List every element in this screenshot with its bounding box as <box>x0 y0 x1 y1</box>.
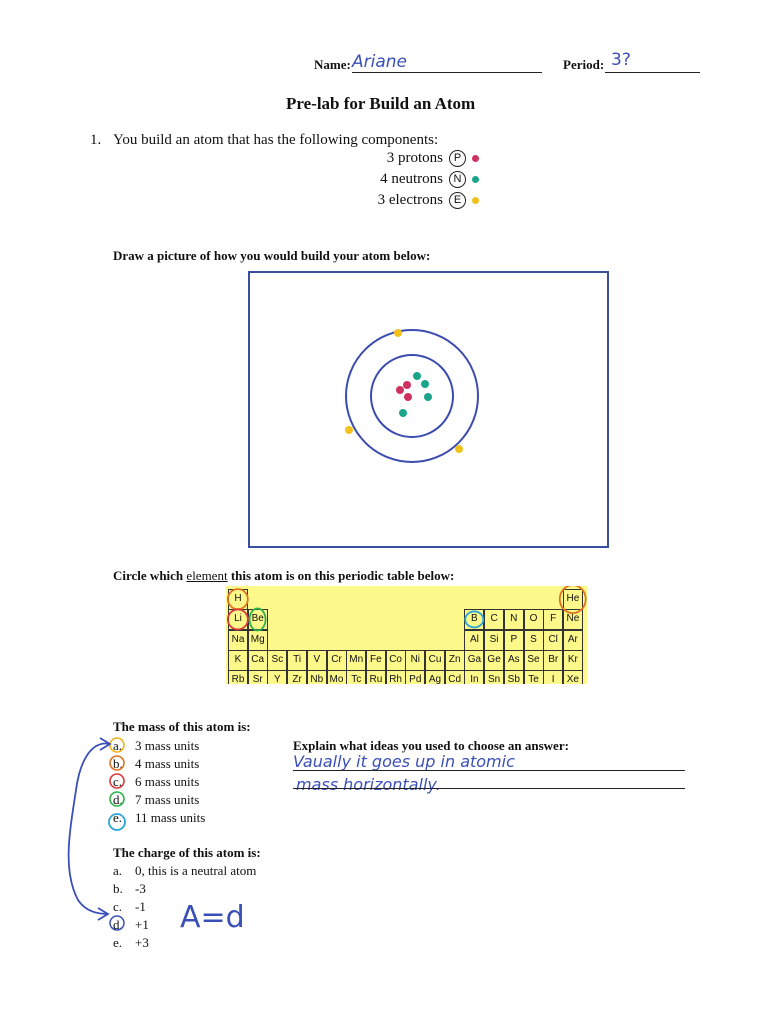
question1-text: You build an atom that has the following components: <box>113 132 439 148</box>
electron-1 <box>394 329 402 337</box>
electrons-label: 3 electrons <box>377 192 443 208</box>
option-text: -1 <box>135 899 146 914</box>
draw-prompt: Draw a picture of how you would build your atom below: <box>113 248 431 263</box>
mark-h-icon <box>228 589 248 609</box>
element-b[interactable]: B <box>464 609 484 630</box>
element-te[interactable]: Te <box>524 670 544 684</box>
element-y[interactable]: Y <box>267 670 287 684</box>
atom-drawing-icon <box>250 273 611 550</box>
element-kr[interactable]: Kr <box>563 650 583 671</box>
neutron-2 <box>421 380 429 388</box>
handwritten-answer: A=d <box>180 900 245 935</box>
option-text: 6 mass units <box>135 774 200 789</box>
element-cr[interactable]: Cr <box>327 650 347 671</box>
element-br[interactable]: Br <box>543 650 563 671</box>
period-handwritten: 3? <box>611 50 631 70</box>
element-sb[interactable]: Sb <box>504 670 524 684</box>
electron-symbol-icon: E <box>449 192 466 209</box>
option-letter: e. <box>113 935 123 950</box>
option-letter: d. <box>113 792 123 807</box>
name-handwritten: Ariane <box>352 52 407 72</box>
proton-dot-icon <box>472 155 479 162</box>
inner-orbit <box>371 355 453 437</box>
neutron-dot-icon <box>472 176 479 183</box>
element-be[interactable]: Be <box>248 609 268 630</box>
option-letter: d. <box>113 917 123 932</box>
element-sc[interactable]: Sc <box>267 650 287 671</box>
mass-option-e[interactable] <box>113 810 206 826</box>
element-na[interactable]: Na <box>228 630 248 651</box>
component-protons <box>369 150 479 167</box>
outer-orbit <box>346 330 478 462</box>
explain-handwritten-line2: mass horizontally. <box>296 775 441 794</box>
table-annotations-icon <box>226 586 587 684</box>
charge-option-b[interactable] <box>113 881 146 897</box>
mass-option-c[interactable] <box>113 774 200 790</box>
mass-option-d[interactable] <box>113 792 200 808</box>
element-he[interactable]: He <box>563 589 583 610</box>
element-v[interactable]: V <box>307 650 327 671</box>
explain-prompt: Explain what ideas you used to choose an answer: <box>293 738 569 753</box>
circle-prompt-post: this atom is on this periodic table below: <box>227 568 455 583</box>
electron-2 <box>345 426 353 434</box>
element-i[interactable]: I <box>543 670 563 684</box>
charge-option-c[interactable] <box>113 899 146 915</box>
element-p[interactable]: P <box>504 630 524 651</box>
option-letter: a. <box>113 863 123 878</box>
neutron-3 <box>424 393 432 401</box>
element-in[interactable]: In <box>464 670 484 684</box>
explain-line-2 <box>293 788 685 789</box>
mark-be-icon <box>250 608 266 630</box>
charge-option-d[interactable] <box>113 917 149 933</box>
electron-3 <box>455 445 463 453</box>
circle-prompt-underlined: element <box>186 568 228 583</box>
element-nb[interactable]: Nb <box>307 670 327 684</box>
proton-2 <box>403 381 411 389</box>
circle-prompt-pre: Circle which <box>113 568 187 583</box>
neutron-1 <box>413 372 421 380</box>
element-ne[interactable]: Ne <box>563 609 583 630</box>
period-label: Period: <box>563 57 605 72</box>
period-underline <box>605 72 700 73</box>
neutron-4 <box>399 409 407 417</box>
element-xe[interactable]: Xe <box>563 670 583 684</box>
protons-label: 3 protons <box>386 150 443 166</box>
option-letter: c. <box>113 899 123 914</box>
element-sr[interactable]: Sr <box>248 670 268 684</box>
mass-option-a[interactable] <box>113 738 200 754</box>
bracket-arrow-icon <box>69 743 110 914</box>
element-s[interactable]: S <box>524 630 544 651</box>
mark-he-icon <box>560 586 586 613</box>
option-letter: a. <box>113 738 123 753</box>
element-zr[interactable]: Zr <box>287 670 307 684</box>
option-text: 11 mass units <box>135 810 206 825</box>
component-electrons <box>369 192 479 209</box>
option-text: +3 <box>135 935 149 950</box>
periodic-table <box>226 586 587 684</box>
element-c[interactable]: C <box>484 609 504 630</box>
charge-option-a[interactable] <box>113 863 257 879</box>
option-text: +1 <box>135 917 149 932</box>
element-mo[interactable]: Mo <box>327 670 347 684</box>
element-ca[interactable]: Ca <box>248 650 268 671</box>
element-si[interactable]: Si <box>484 630 504 651</box>
option-letter: c. <box>113 774 123 789</box>
neutron-symbol-icon: N <box>449 171 466 188</box>
charge-option-e[interactable] <box>113 935 149 951</box>
element-rh[interactable]: Rh <box>386 670 406 684</box>
proton-symbol-icon: P <box>449 150 466 167</box>
element-h[interactable]: H <box>228 589 248 610</box>
page-title: Pre-lab for Build an Atom <box>286 94 476 113</box>
element-tc[interactable]: Tc <box>346 670 366 684</box>
arrow-head-bottom-icon <box>98 908 108 920</box>
option-text: 7 mass units <box>135 792 200 807</box>
proton-1 <box>396 386 404 394</box>
element-pd[interactable]: Pd <box>405 670 425 684</box>
explain-handwritten-line1: Vaually it goes up in atomic <box>293 752 515 771</box>
element-ru[interactable]: Ru <box>366 670 386 684</box>
element-ni[interactable]: Ni <box>405 650 425 671</box>
element-mn[interactable]: Mn <box>346 650 366 671</box>
name-underline <box>352 72 542 73</box>
element-ga[interactable]: Ga <box>464 650 484 671</box>
name-label: Name: <box>314 57 351 72</box>
option-text: 0, this is a neutral atom <box>135 863 257 878</box>
option-text: 4 mass units <box>135 756 200 771</box>
element-n[interactable]: N <box>504 609 524 630</box>
element-o[interactable]: O <box>524 609 544 630</box>
element-cu[interactable]: Cu <box>425 650 445 671</box>
arrow-head-top-icon <box>100 738 110 750</box>
option-letter: b. <box>113 756 123 771</box>
circle-prompt <box>113 568 454 584</box>
option-letter: e. <box>113 810 123 825</box>
element-co[interactable]: Co <box>386 650 406 671</box>
mark-li-icon <box>228 609 248 629</box>
atom-drawing-area <box>248 271 609 548</box>
element-ge[interactable]: Ge <box>484 650 504 671</box>
mass-question-title: The mass of this atom is: <box>113 719 251 734</box>
element-sn[interactable]: Sn <box>484 670 504 684</box>
element-zn[interactable]: Zn <box>445 650 465 671</box>
element-ti[interactable]: Ti <box>287 650 307 671</box>
element-se[interactable]: Se <box>524 650 544 671</box>
mark-b-icon <box>465 611 483 627</box>
element-ag[interactable]: Ag <box>425 670 445 684</box>
element-f[interactable]: F <box>543 609 563 630</box>
element-mg[interactable]: Mg <box>248 630 268 651</box>
neutrons-label: 4 neutrons <box>380 171 443 187</box>
component-neutrons <box>369 171 479 188</box>
mass-option-b[interactable] <box>113 756 200 772</box>
option-text: 3 mass units <box>135 738 200 753</box>
element-as[interactable]: As <box>504 650 524 671</box>
element-al[interactable]: Al <box>464 630 484 651</box>
element-li[interactable]: Li <box>228 609 248 630</box>
element-fe[interactable]: Fe <box>366 650 386 671</box>
element-cl[interactable]: Cl <box>543 630 563 651</box>
element-cd[interactable]: Cd <box>445 670 465 684</box>
electron-dot-icon <box>472 197 479 204</box>
question-number: 1. <box>90 132 102 148</box>
proton-3 <box>404 393 412 401</box>
explain-line-1 <box>293 770 685 771</box>
option-text: -3 <box>135 881 146 896</box>
charge-question-title: The charge of this atom is: <box>113 845 261 860</box>
option-letter: b. <box>113 881 123 896</box>
element-rb[interactable]: Rb <box>228 670 248 684</box>
element-k[interactable]: K <box>228 650 248 671</box>
element-ar[interactable]: Ar <box>563 630 583 651</box>
